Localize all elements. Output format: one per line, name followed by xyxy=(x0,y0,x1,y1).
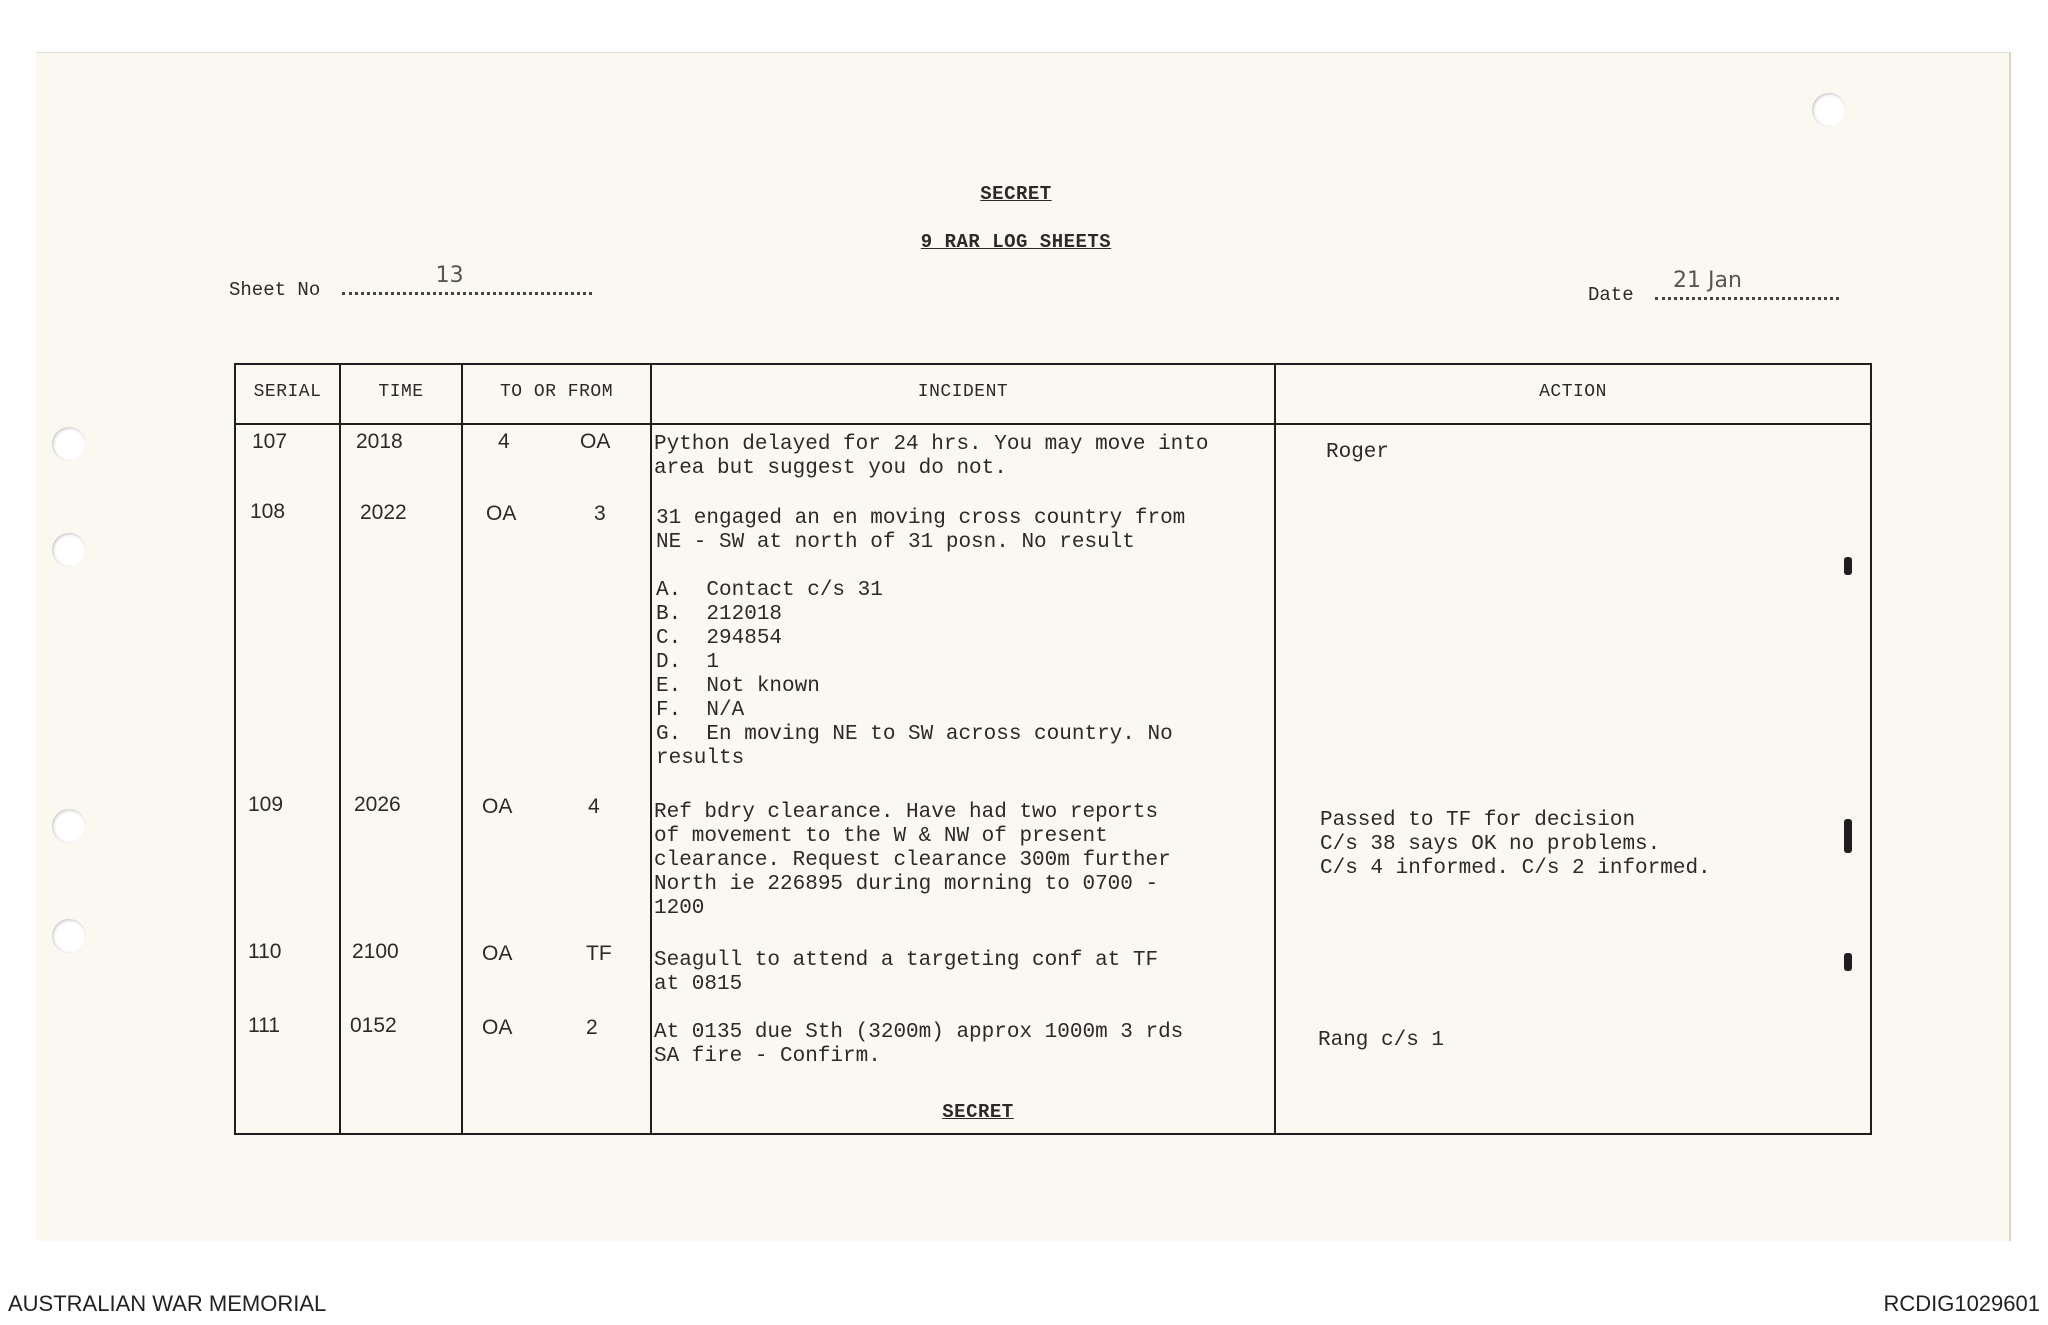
document-title: 9 RAR LOG SHEETS xyxy=(920,231,1112,253)
punch-hole xyxy=(52,533,86,567)
row-111-to: OA xyxy=(482,1016,513,1039)
ink-mark xyxy=(1844,819,1852,853)
row-110-to: OA xyxy=(482,942,513,965)
header-serial: SERIAL xyxy=(253,382,322,402)
row-109-from: 4 xyxy=(588,795,600,818)
ink-mark xyxy=(1844,557,1852,575)
row-107-time: 2018 xyxy=(356,430,403,453)
log-table xyxy=(234,363,1872,1135)
row-111-incident: At 0135 due Sth (3200m) approx 1000m 3 rds SA fire - Confirm. xyxy=(654,1021,1184,1068)
date-value: 21 Jan xyxy=(1673,268,1742,293)
row-111-serial: 111 xyxy=(248,1014,280,1037)
row-109-action: Passed to TF for decision C/s 38 says OK no problems. C/s 4 informed. C/s 2 informed. xyxy=(1320,809,1711,880)
punch-hole xyxy=(52,919,86,953)
punch-hole-top-right xyxy=(1812,93,1846,127)
date-field xyxy=(1588,268,1839,306)
row-108-serial: 108 xyxy=(250,500,286,523)
header-time: TIME xyxy=(378,382,424,402)
row-108-from: 3 xyxy=(594,502,606,525)
row-107-incident: Python delayed for 24 hrs. You may move into area but suggest you do not. xyxy=(654,433,1209,480)
row-108-to: OA xyxy=(486,502,517,525)
row-108-time: 2022 xyxy=(360,501,407,524)
row-109-serial: 109 xyxy=(248,793,284,816)
punch-hole xyxy=(52,427,86,461)
row-110-from: TF xyxy=(586,942,612,965)
row-109-to: OA xyxy=(482,795,513,818)
log-sheet-paper xyxy=(36,52,2011,1241)
punch-hole xyxy=(52,809,86,843)
header-action: ACTION xyxy=(1539,382,1607,402)
row-107-from: OA xyxy=(580,430,611,453)
sheet-number-field xyxy=(229,263,592,301)
row-107-serial: 107 xyxy=(252,430,288,453)
row-109-time: 2026 xyxy=(354,793,401,816)
row-110-time: 2100 xyxy=(352,940,399,963)
ink-mark xyxy=(1844,953,1852,971)
row-107-to: 4 xyxy=(498,430,510,453)
row-111-time: 0152 xyxy=(350,1014,397,1037)
classification-top: SECRET xyxy=(980,183,1052,205)
classification-bottom: SECRET xyxy=(942,1101,1014,1123)
row-111-from: 2 xyxy=(586,1016,598,1039)
archive-name: AUSTRALIAN WAR MEMORIAL xyxy=(8,1291,327,1316)
row-109-incident: Ref bdry clearance. Have had two reports of movement to the W & NW of present clearance. Request clearance 300m further North ie 226895 during morning to 0700 - 1200 xyxy=(654,801,1171,920)
sheet-number-label: Sheet No xyxy=(229,279,321,301)
row-110-incident: Seagull to attend a targeting conf at TF at 0815 xyxy=(654,949,1159,996)
row-110-serial: 110 xyxy=(248,940,282,963)
header-incident: INCIDENT xyxy=(917,382,1009,402)
row-107-action: Roger xyxy=(1326,441,1390,464)
row-108-incident: 31 engaged an en moving cross country from NE - SW at north of 31 posn. No result xyxy=(656,507,1186,554)
sheet-number-value: 13 xyxy=(435,263,464,288)
row-108-incident-list: A. Contact c/s 31 B. 212018 C. 294854 D. 1 E. Not known F. N/A G. En moving NE to SW across country. No results xyxy=(656,579,1173,770)
header-to-or-from: TO OR FROM xyxy=(499,382,614,402)
row-111-action: Rang c/s 1 xyxy=(1318,1029,1445,1052)
date-label: Date xyxy=(1588,284,1634,306)
image-id: RCDIG1029601 xyxy=(1883,1291,2040,1316)
